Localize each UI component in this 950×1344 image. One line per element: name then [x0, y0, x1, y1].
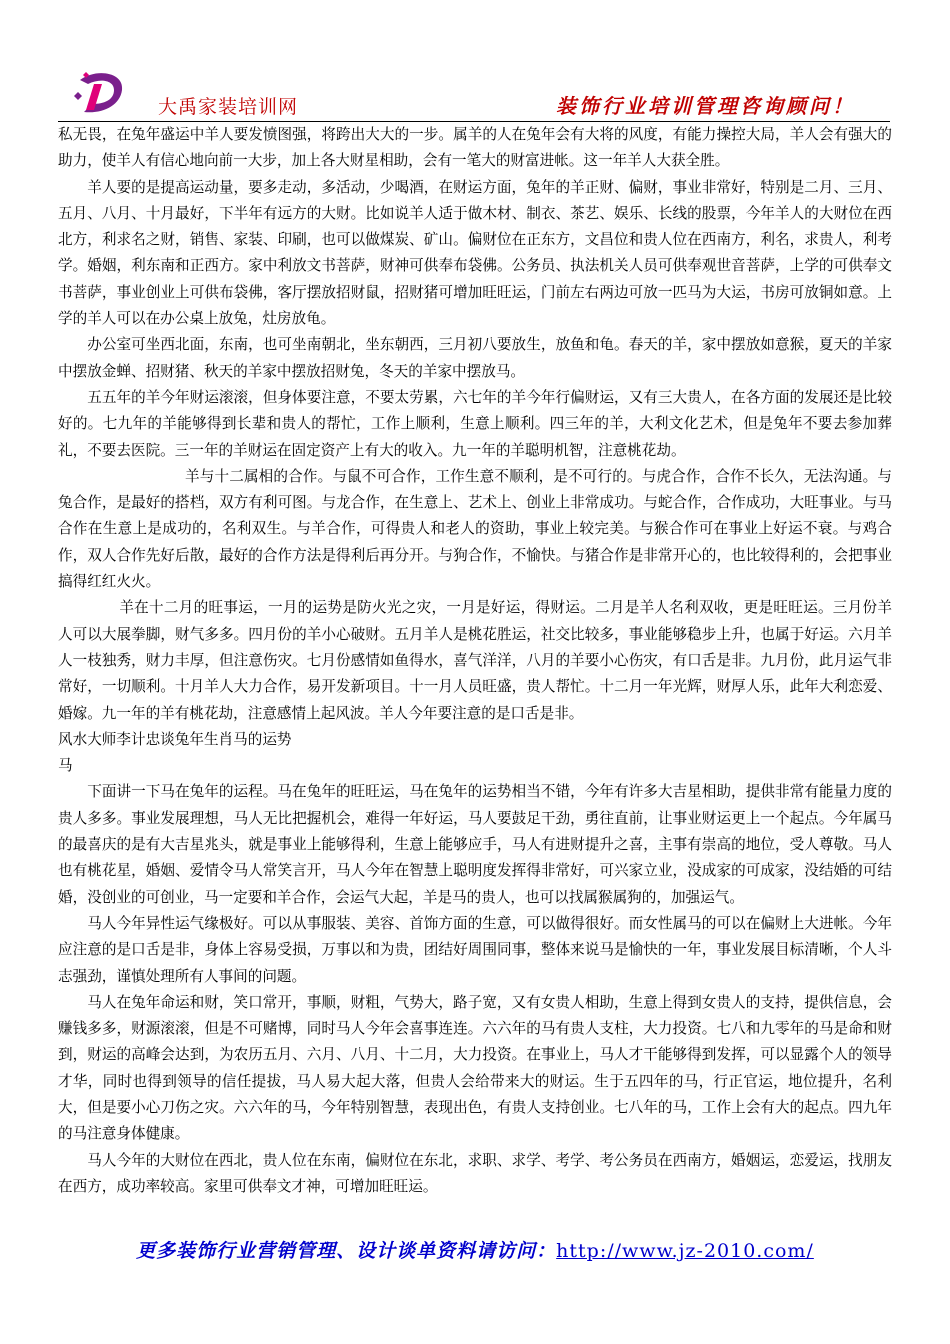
- paragraph: 五五年的羊今年财运滚滚，但身体要注意，不要太劳累，六七年的羊今年行偏财运，又有三大贵人，在各方面的发展还是比较好的。七九年的羊能够得到长辈和贵人的帮忙，工作上顺利，生意上顺利。四三年的羊，大利文化艺术，但是兔年不要去参加葬礼，不要去医院。三一年的羊财运在固定资产上有大的收入。九一年的羊聪明机智，注意桃花劫。: [58, 388, 892, 459]
- footer-link[interactable]: http://www.jz-2010.com/: [556, 1240, 814, 1262]
- section-title: 风水大师李计忠谈兔年生肖马的运势: [58, 730, 292, 748]
- paragraph: 马人今年异性运气缘极好。可以从事服装、美容、首饰方面的生意，可以做得很好。而女性属马的可以在偏财上大进帐。今年应注意的是口舌是非，身体上容易受损，万事以和为贵，团结好周围同事，整体来说马是愉快的一年，事业发展目标清晰，个人斗志强劲，谨慎处理所有人事间的问题。: [58, 914, 892, 985]
- page-header: [0, 0, 950, 122]
- header-slogan: 装饰行业培训管理咨询顾问！: [556, 94, 855, 118]
- page-footer: [0, 1236, 950, 1263]
- paragraph: 马人在兔年命运和财，笑口常开，事顺，财粗，气势大，路子宽，又有女贵人相助，生意上得到女贵人的支持，提供信息，会赚钱多多，财源滚滚，但是不可赌博，同时马人今年会喜事连连。六六年的马有贵人支柱，大力投资。七八和九零年的马是命和财到，财运的高峰会达到，为农历五月、六月、八月、十二月，大力投资。在事业上，马人才干能够得到发挥，可以显露个人的领导才华，同时也得到领导的信任提拔，马人易大起大落，但贵人会给带来大的财运。生于五四年的马，行正官运，地位提升，名利大，但是要小心刀伤之灾。六六年的马，今年特别智慧，表现出色，有贵人支持创业。七八年的马，工作上会有大的起点。四九年的马注意身体健康。: [58, 993, 892, 1143]
- section-subtitle: 马: [58, 757, 73, 775]
- paragraph: 马人今年的大财位在西北，贵人位在东南，偏财位在东北，求职、求学、考学、考公务员在西南方，婚姻运，恋爱运，找朋友在西方，成功率较高。家里可供奉文才神，可增加旺旺运。: [58, 1151, 892, 1195]
- footer-text: 更多装饰行业营销管理、设计谈单资料请访问：: [136, 1240, 557, 1262]
- paragraph: 羊人要的是提高运动量，要多走动，多活动，少喝酒，在财运方面，兔年的羊正财、偏财，事业非常好，特别是二月、三月、五月、八月、十月最好，下半年有远方的大财。比如说羊人适于做木材、制衣、茶艺、娱乐、长线的股票，今年羊人的大财位在西北方，利求名之财，销售、家装、印刷，也可以做煤炭、矿山。偏财位在正东方，文昌位和贵人位在西南方，利名，求贵人，利考学。婚姻，利东南和正西方。家中利放文书菩萨，财神可供奉布袋佛。公务员、执法机关人员可供奉观世音菩萨，上学的可供奉文书菩萨，事业创业上可供布袋佛，客厅摆放招财鼠，招财猪可增加旺旺运，门前左右两边可放一匹马为大运，书房可放铜如意。上学的羊人可以在办公桌上放兔，灶房放龟。: [58, 178, 892, 328]
- brand-name[interactable]: 大禹家装培训网: [158, 96, 299, 118]
- paragraph: 私无畏，在兔年盛运中羊人要发愤图强，将跨出大大的一步。属羊的人在兔年会有大将的风度，有能力操控大局，羊人会有强大的助力，使羊人有信心地向前一大步，加上各大财星相助，会有一笔大的财富进帐。这一年羊人大获全胜。: [58, 126, 892, 170]
- paragraph: 羊与十二属相的合作。与鼠不可合作，工作生意不顺利，是不可行的。与虎合作，合作不长久，无法沟通。与兔合作，是最好的搭档，双方有利可图。与龙合作，在生意上、艺术上、创业上非常成功。与蛇合作，合作成功，大旺事业。与马合作在生意上是成功的，名利双生。与羊合作，可得贵人和老人的资助，事业上较完美。与猴合作可在事业上好运不衰。与鸡合作，双人合作先好后散，最好的合作方法是得利后再分开。与狗合作，不愉快。与猪合作是非常开心的，也比较得利的，会把事业搞得红红火火。: [58, 467, 892, 591]
- paragraph: 办公室可坐西北面，东南，也可坐南朝北，坐东朝西，三月初八要放生，放鱼和龟。春天的羊，家中摆放如意猴，夏天的羊家中摆放金蝉、招财猪、秋天的羊家中摆放招财兔，冬天的羊家中摆放马。: [58, 336, 892, 380]
- article-body: [58, 122, 892, 1200]
- logo-icon: [72, 66, 130, 116]
- paragraph: 下面讲一下马在兔年的运程。马在兔年的旺旺运，马在兔年的运势相当不错，今年有许多大吉星相助，提供非常有能量力度的贵人多多。事业发展理想，马人无比把握机会，难得一年好运，马人要鼓足干劲，勇往直前，让事业财运更上一个起点。今年属马的最喜庆的是有大吉星兆头，就是事业上能够得利，生意上能够应手，马人有进财提升之喜，主事有崇高的地位，受人尊敬。马人也有桃花星，婚姻、爱情令马人常笑言开，马人今年在智慧上聪明度发挥得非常好，可兴家立业，没成家的可成家，没结婚的可结婚，没创业的可创业，马一定要和羊合作，会运气大起，羊是马的贵人，也可以找属猴属狗的，加强运气。: [58, 783, 892, 906]
- paragraph: 羊在十二月的旺事运，一月的运势是防火光之灾，一月是好运，得财运。二月是羊人名利双收，更是旺旺运。三月份羊人可以大展拳脚，财气多多。四月份的羊小心破财。五月羊人是桃花胜运，社交比较多，事业能够稳步上升，也属于好运。六月羊人一枝独秀，财力丰厚，但注意伤灾。七月份感情如鱼得水，喜气洋洋，八月的羊要小心伤灾，有口舌是非。九月份，此月运气非常好，一切顺利。十月羊人大力合作，易开发新项目。十一月人员旺盛，贵人帮忙。十二月一年光辉，财厚人乐，此年大利恋爱、婚嫁。九一年的羊有桃花劫，注意感情上起风波。羊人今年要注意的是口舌是非。: [58, 599, 892, 722]
